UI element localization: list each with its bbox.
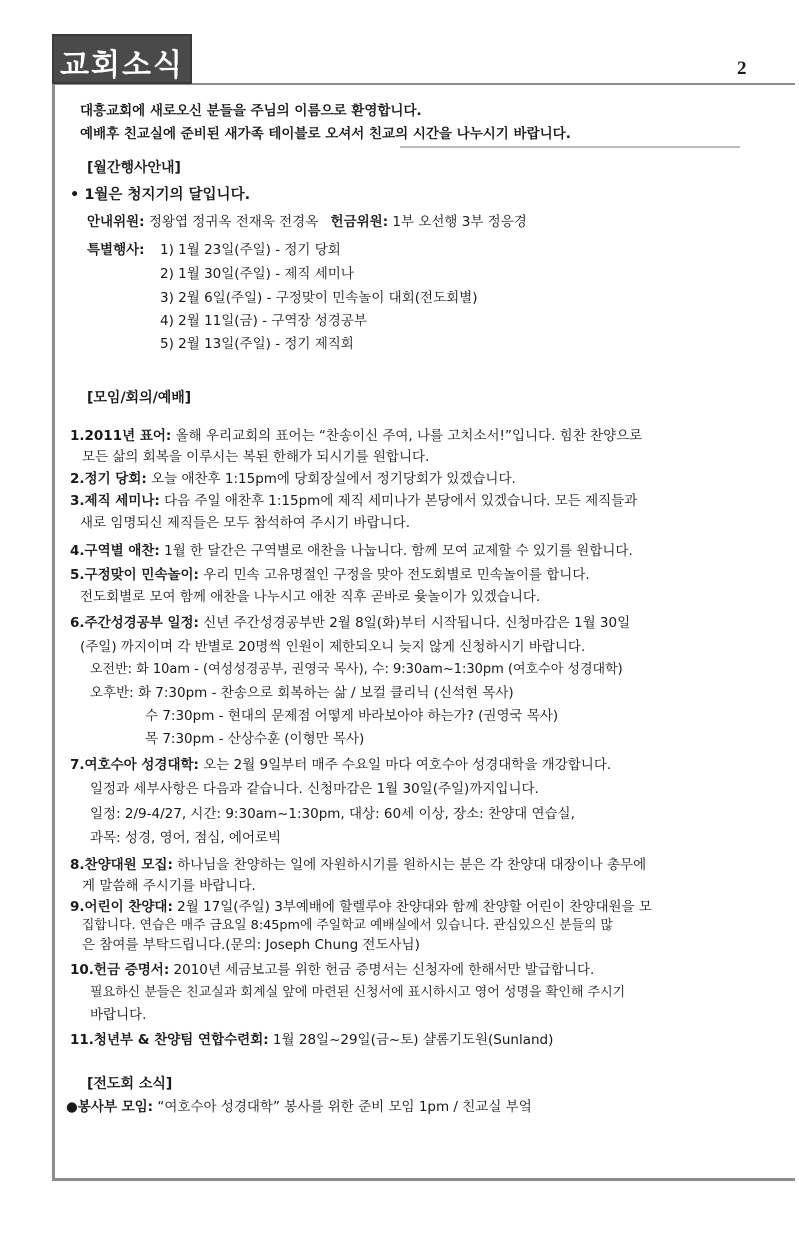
event-item: 4) 2월 11일(금) - 구역장 성경공부 <box>160 313 367 329</box>
notice-7: 7.여호수아 성경대학: 오는 2월 9일부터 매주 수요일 마다 여호수아 성경대학을 개강합니다. <box>70 757 612 773</box>
offering-label: 헌금위원: <box>330 214 389 230</box>
notice-4: 4.구역별 애찬: 1월 한 달간은 구역별로 애찬을 나눕니다. 함께 모여 교제할 수 있기를 원합니다. <box>70 543 633 559</box>
event-item: 5) 2월 13일(주일) - 정기 제직회 <box>160 336 354 352</box>
mission-heading: [전도회 소식] <box>87 1076 173 1092</box>
page-number: 2 <box>737 58 747 79</box>
notice-6-morning: 오전반: 화 10am - (여성성경공부, 권영국 목사), 수: 9:30am~1:30pm (여호수아 성경대학) <box>90 662 623 677</box>
notice-6-wed: 수 7:30pm - 현대의 문제점 어떻게 바라보아야 하는가? (권영국 목사) <box>145 708 559 724</box>
notice-6-thu: 목 7:30pm - 산상수훈 (이형만 목사) <box>145 731 365 747</box>
page-title: 교회소식 <box>60 48 184 83</box>
monthly-bullet: • 1월은 청지기의 달입니다. <box>70 187 251 203</box>
notice-10: 10.헌금 증명서: 2010년 세금보고를 위한 헌금 증명서는 신청자에 한해서만 발급합니다. <box>70 962 595 978</box>
notice-11: 11.청년부 & 찬양팀 연합수련회: 1월 28일~29일(금~토) 샬롬기도원(Sunland) <box>70 1032 554 1048</box>
event-item: 2) 1월 30일(주일) - 제직 세미나 <box>160 266 354 282</box>
notice-10-cont-2: 바랍니다. <box>90 1007 147 1023</box>
event-item: 1) 1월 23일(주일) - 정기 당회 <box>160 242 341 258</box>
notice-8-cont: 게 말씀해 주시기를 바랍니다. <box>82 878 256 894</box>
welcome-line-1: 대흥교회에 새로오신 분들을 주님의 이름으로 환영합니다. <box>80 103 422 119</box>
notice-6: 6.주간성경공부 일정: 신년 주간성경공부반 2월 8일(화)부터 시작됩니다. 신청마감은 1월 30일 <box>70 615 631 631</box>
notice-6-cont: (주일) 까지이며 각 반별로 20명씩 인원이 제한되오니 늦지 않게 신청하시기 바랍니다. <box>80 639 586 655</box>
notice-5-cont: 전도회별로 모여 함께 애찬을 나누시고 애찬 직후 곧바로 윷놀이가 있겠습니다. <box>80 589 541 605</box>
offering-names: 1부 오선행 3부 정응경 <box>392 214 527 230</box>
notice-3-cont: 새로 임명되신 제직들은 모두 참석하여 주시기 바랍니다. <box>80 515 410 531</box>
notice-6-evening: 오후반: 화 7:30pm - 찬송으로 회복하는 삶 / 보컬 클리닉 (신석현 목사) <box>90 685 514 701</box>
notice-2: 2.정기 당회: 오늘 애찬후 1:15pm에 당회장실에서 정기당회가 있겠습니다. <box>70 471 516 487</box>
notice-7-subjects: 과목: 성경, 영어, 점심, 에어로빅 <box>90 830 282 846</box>
notice-1-cont: 모든 삶의 회복을 이루시는 복된 한해가 되시기를 원합니다. <box>82 449 430 465</box>
event-item: 3) 2월 6일(주일) - 구정맞이 민속놀이 대회(전도회별) <box>160 290 478 306</box>
special-label: 특별행사: <box>87 242 145 258</box>
monthly-heading: [월간행사안내] <box>87 160 181 176</box>
notice-5: 5.구정맞이 민속놀이: 우리 민속 고유명절인 구정을 맞아 전도회별로 민속놀이를 합니다. <box>70 567 590 583</box>
notice-9-cont: 집합니다. 연습은 매주 금요일 8:45pm에 주일학교 예배실에서 있습니다. 관심있으신 분들의 많 <box>82 918 613 933</box>
meetings-heading: [모임/회의/예배] <box>87 390 192 406</box>
notice-7-cont: 일정과 세부사항은 다음과 같습니다. 신청마감은 1월 30일(주일)까지입니다. <box>90 781 539 797</box>
notice-3: 3.제직 세미나: 다음 주일 애찬후 1:15pm에 제직 세미나가 본당에서 있겠습니다. 모든 제직들과 <box>70 493 638 509</box>
divider <box>400 146 740 148</box>
notice-1: 1.2011년 표어: 올해 우리교회의 표어는 “찬송이신 주여, 나를 고치소서!”입니다. 힘찬 찬양으로 <box>70 428 643 444</box>
notice-8: 8.찬양대원 모집: 하나님을 찬양하는 일에 자원하시기를 원하시는 분은 각 찬양대 대장이나 총무에 <box>70 857 647 873</box>
mission-item: ●봉사부 모임: “여호수아 성경대학” 봉사를 위한 준비 모임 1pm / 친교실 부엌 <box>66 1099 532 1115</box>
notice-9: 9.어린이 찬양대: 2월 17일(주일) 3부예배에 할렐루야 찬양대와 함께 찬양할 어린이 찬양대원을 모 <box>70 899 652 915</box>
welcome-line-2: 예배후 친교실에 준비된 새가족 테이블로 오셔서 친교의 시간을 나누시기 바랍니다. <box>80 126 571 142</box>
notice-10-cont: 필요하신 분들은 친교실과 회계실 앞에 마련된 신청서에 표시하시고 영어 성명을 확인해 주시기 <box>90 985 626 1000</box>
notice-7-schedule: 일정: 2/9-4/27, 시간: 9:30am~1:30pm, 대상: 60세 이상, 장소: 찬양대 연습실, <box>90 806 575 822</box>
ushers-row <box>87 213 527 231</box>
ushers-label: 안내위원: <box>87 214 145 230</box>
ushers-names: 정왕엽 정귀옥 전재욱 전경옥 <box>148 214 319 230</box>
notice-9-cont-2: 은 참여를 부탁드립니다.(문의: Joseph Chung 전도사님) <box>82 937 420 953</box>
